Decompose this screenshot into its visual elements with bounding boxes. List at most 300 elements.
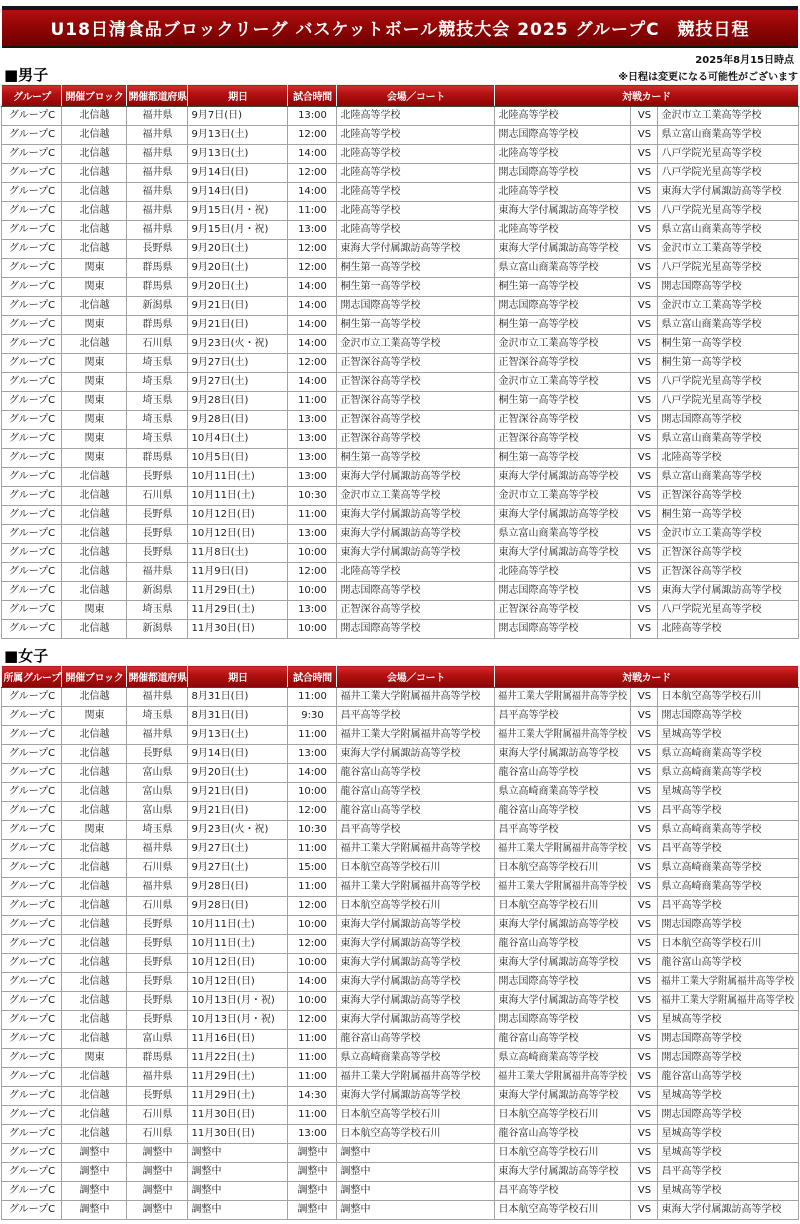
cell-block: 調整中 [62,1182,127,1201]
col-header-time: 試合時間 [288,666,337,688]
cell-prefecture: 長野県 [127,916,188,935]
cell-group: グループC [2,707,62,726]
cell-date: 9月15日(月・祝) [188,221,288,240]
cell-home-team: 龍谷富山高等学校 [495,802,631,821]
cell-prefecture: 埼玉県 [127,821,188,840]
cell-group: グループC [2,992,62,1011]
cell-venue: 北陸高等学校 [337,107,495,126]
cell-home-team: 開志国際高等学校 [495,126,631,145]
cell-vs-label: VS [631,783,658,802]
schedule-row [2,1068,798,1087]
cell-time: 10:00 [288,620,337,639]
schedule-row [2,563,798,582]
cell-time: 13:00 [288,601,337,620]
cell-vs-label: VS [631,745,658,764]
cell-home-team: 東海大学付属諏訪高等学校 [495,745,631,764]
cell-home-team: 桐生第一高等学校 [495,392,631,411]
cell-vs-label: VS [631,1106,658,1125]
cell-block: 北信越 [62,802,127,821]
cell-home-team: 開志国際高等学校 [495,973,631,992]
cell-group: グループC [2,840,62,859]
cell-block: 関東 [62,821,127,840]
cell-prefecture: 福井県 [127,145,188,164]
cell-date: 8月31日(日) [188,688,288,707]
cell-home-team: 金沢市立工業高等学校 [495,487,631,506]
col-header-date: 期日 [188,666,288,688]
cell-away-team: 金沢市立工業高等学校 [658,107,798,126]
cell-block: 関東 [62,278,127,297]
cell-date: 9月28日(日) [188,878,288,897]
cell-away-team: 県立高崎商業高等学校 [658,745,798,764]
cell-date: 10月11日(土) [188,935,288,954]
cell-group: グループC [2,449,62,468]
schedule-row [2,278,798,297]
schedule-row [2,487,798,506]
col-header-group: グループ [2,85,62,107]
cell-time: 12:00 [288,259,337,278]
schedule-row [2,601,798,620]
cell-date: 10月11日(土) [188,487,288,506]
cell-group: グループC [2,1163,62,1182]
cell-vs-label: VS [631,1087,658,1106]
col-header-date: 期日 [188,85,288,107]
cell-home-team: 龍谷富山高等学校 [495,935,631,954]
cell-date: 9月20日(土) [188,259,288,278]
cell-away-team: 八戸学院光星高等学校 [658,202,798,221]
cell-block: 北信越 [62,954,127,973]
cell-vs-label: VS [631,1068,658,1087]
cell-home-team: 龍谷富山高等学校 [495,764,631,783]
schedule-row [2,1011,798,1030]
cell-group: グループC [2,430,62,449]
cell-home-team: 開志国際高等学校 [495,297,631,316]
cell-away-team: 八戸学院光星高等学校 [658,373,798,392]
cell-prefecture: 福井県 [127,878,188,897]
cell-vs-label: VS [631,582,658,601]
cell-block: 北信越 [62,297,127,316]
cell-vs-label: VS [631,954,658,973]
cell-block: 関東 [62,411,127,430]
cell-vs-label: VS [631,487,658,506]
schedule-row [2,878,798,897]
cell-prefecture: 埼玉県 [127,392,188,411]
cell-date: 10月12日(日) [188,973,288,992]
cell-group: グループC [2,164,62,183]
cell-vs-label: VS [631,897,658,916]
cell-group: グループC [2,582,62,601]
cell-away-team: 星城高等学校 [658,783,798,802]
cell-time: 9:30 [288,707,337,726]
cell-block: 北信越 [62,859,127,878]
cell-time: 15:00 [288,859,337,878]
cell-block: 北信越 [62,1125,127,1144]
cell-venue: 金沢市立工業高等学校 [337,335,495,354]
cell-time: 13:00 [288,411,337,430]
cell-venue: 東海大学付属諏訪高等学校 [337,468,495,487]
cell-group: グループC [2,316,62,335]
schedule-row [2,973,798,992]
cell-away-team: 東海大学付属諏訪高等学校 [658,183,798,202]
cell-block: 関東 [62,392,127,411]
cell-venue: 桐生第一高等学校 [337,259,495,278]
cell-time: 11:00 [288,1068,337,1087]
cell-time: 12:00 [288,802,337,821]
cell-block: 北信越 [62,544,127,563]
cell-away-team: 県立富山商業高等学校 [658,316,798,335]
cell-time: 調整中 [288,1144,337,1163]
cell-block: 調整中 [62,1163,127,1182]
cell-prefecture: 長野県 [127,1087,188,1106]
cell-away-team: 開志国際高等学校 [658,707,798,726]
cell-date: 10月12日(日) [188,506,288,525]
cell-home-team: 北陸高等学校 [495,221,631,240]
cell-venue: 北陸高等学校 [337,202,495,221]
page-title: U18日清食品ブロックリーグ バスケットボール競技大会 2025 グループC 競技日程 [2,6,798,48]
cell-home-team: 開志国際高等学校 [495,1011,631,1030]
cell-group: グループC [2,1068,62,1087]
cell-block: 北信越 [62,468,127,487]
cell-venue: 正智深谷高等学校 [337,373,495,392]
cell-date: 10月4日(土) [188,430,288,449]
cell-time: 14:30 [288,1087,337,1106]
cell-vs-label: VS [631,411,658,430]
cell-group: グループC [2,354,62,373]
cell-date: 10月12日(日) [188,525,288,544]
cell-group: グループC [2,954,62,973]
cell-prefecture: 埼玉県 [127,354,188,373]
cell-home-team: 開志国際高等学校 [495,164,631,183]
cell-group: グループC [2,145,62,164]
cell-prefecture: 埼玉県 [127,707,188,726]
cell-away-team: 星城高等学校 [658,1182,798,1201]
cell-date: 9月28日(日) [188,392,288,411]
cell-venue: 龍谷富山高等学校 [337,783,495,802]
cell-prefecture: 福井県 [127,726,188,745]
schedule-row [2,1030,798,1049]
cell-venue: 福井工業大学附属福井高等学校 [337,726,495,745]
schedule-row [2,1087,798,1106]
cell-date: 10月11日(土) [188,468,288,487]
cell-vs-label: VS [631,335,658,354]
cell-block: 北信越 [62,335,127,354]
cell-block: 北信越 [62,840,127,859]
cell-venue: 北陸高等学校 [337,183,495,202]
cell-home-team: 金沢市立工業高等学校 [495,373,631,392]
cell-vs-label: VS [631,525,658,544]
cell-home-team: 東海大学付属諏訪高等学校 [495,202,631,221]
cell-date: 9月27日(土) [188,354,288,373]
cell-venue: 正智深谷高等学校 [337,354,495,373]
cell-venue: 東海大学付属諏訪高等学校 [337,935,495,954]
cell-date: 9月28日(日) [188,897,288,916]
cell-block: 北信越 [62,878,127,897]
cell-venue: 正智深谷高等学校 [337,411,495,430]
cell-home-team: 東海大学付属諏訪高等学校 [495,506,631,525]
cell-date: 11月29日(土) [188,601,288,620]
schedule-row [2,297,798,316]
cell-venue: 日本航空高等学校石川 [337,859,495,878]
cell-date: 10月12日(日) [188,954,288,973]
cell-date: 9月27日(土) [188,840,288,859]
cell-group: グループC [2,1087,62,1106]
cell-home-team: 東海大学付属諏訪高等学校 [495,916,631,935]
cell-away-team: 福井工業大学附属福井高等学校 [658,973,798,992]
cell-prefecture: 石川県 [127,897,188,916]
cell-block: 関東 [62,430,127,449]
cell-time: 13:00 [288,1125,337,1144]
cell-block: 北信越 [62,221,127,240]
schedule-disclaimer: ※日程は変更になる可能性がございます [618,72,798,83]
cell-vs-label: VS [631,1011,658,1030]
cell-prefecture: 長野県 [127,240,188,259]
cell-venue: 東海大学付属諏訪高等学校 [337,240,495,259]
cell-date: 11月16日(日) [188,1030,288,1049]
cell-date: 9月21日(日) [188,802,288,821]
schedule-row [2,1125,798,1144]
col-header-prefecture: 開催都道府県 [127,85,188,107]
cell-away-team: 開志国際高等学校 [658,278,798,297]
cell-away-team: 県立富山商業高等学校 [658,221,798,240]
cell-vs-label: VS [631,544,658,563]
cell-venue: 日本航空高等学校石川 [337,1106,495,1125]
cell-group: グループC [2,373,62,392]
as-of-date: 2025年8月15日時点 [695,55,794,66]
cell-venue: 東海大学付属諏訪高等学校 [337,544,495,563]
cell-date: 9月15日(月・祝) [188,202,288,221]
cell-home-team: 正智深谷高等学校 [495,430,631,449]
cell-time: 11:00 [288,392,337,411]
cell-time: 10:00 [288,544,337,563]
col-header-block: 開催ブロック [62,85,127,107]
cell-venue: 北陸高等学校 [337,126,495,145]
cell-time: 10:00 [288,582,337,601]
cell-time: 11:00 [288,840,337,859]
cell-time: 調整中 [288,1163,337,1182]
cell-away-team: 開志国際高等学校 [658,1049,798,1068]
cell-block: 北信越 [62,126,127,145]
cell-date: 11月29日(土) [188,1087,288,1106]
cell-venue: 開志国際高等学校 [337,297,495,316]
cell-vs-label: VS [631,1030,658,1049]
cell-group: グループC [2,745,62,764]
cell-group: グループC [2,1049,62,1068]
cell-venue: 東海大学付属諏訪高等学校 [337,525,495,544]
cell-block: 北信越 [62,1087,127,1106]
cell-away-team: 金沢市立工業高等学校 [658,240,798,259]
cell-prefecture: 長野県 [127,973,188,992]
cell-date: 11月8日(土) [188,544,288,563]
cell-time: 12:00 [288,126,337,145]
cell-home-team: 県立高崎商業高等学校 [495,1049,631,1068]
cell-group: グループC [2,1144,62,1163]
cell-home-team: 日本航空高等学校石川 [495,1201,631,1220]
cell-time: 11:00 [288,1049,337,1068]
cell-vs-label: VS [631,506,658,525]
cell-date: 10月13日(月・祝) [188,992,288,1011]
cell-time: 12:00 [288,935,337,954]
cell-home-team: 東海大学付属諏訪高等学校 [495,240,631,259]
col-header-matchup: 対戦カード [495,85,798,107]
cell-prefecture: 富山県 [127,802,188,821]
schedule-row [2,1106,798,1125]
cell-time: 11:00 [288,726,337,745]
cell-away-team: 福井工業大学附属福井高等学校 [658,992,798,1011]
women-header-row [2,666,798,688]
cell-vs-label: VS [631,183,658,202]
cell-block: 北信越 [62,726,127,745]
cell-home-team: 開志国際高等学校 [495,582,631,601]
cell-vs-label: VS [631,764,658,783]
cell-vs-label: VS [631,916,658,935]
cell-prefecture: 埼玉県 [127,373,188,392]
cell-block: 北信越 [62,164,127,183]
women-section-head [0,647,800,665]
cell-block: 北信越 [62,764,127,783]
schedule-row [2,764,798,783]
cell-venue: 昌平高等学校 [337,821,495,840]
cell-home-team: 福井工業大学附属福井高等学校 [495,688,631,707]
cell-block: 関東 [62,259,127,278]
cell-away-team: 県立富山商業高等学校 [658,468,798,487]
cell-away-team: 八戸学院光星高等学校 [658,601,798,620]
cell-prefecture: 石川県 [127,335,188,354]
cell-group: グループC [2,487,62,506]
cell-vs-label: VS [631,297,658,316]
cell-away-team: 県立富山商業高等学校 [658,430,798,449]
cell-venue: 正智深谷高等学校 [337,601,495,620]
cell-time: 14:00 [288,183,337,202]
cell-group: グループC [2,688,62,707]
cell-group: グループC [2,297,62,316]
schedule-row [2,1049,798,1068]
cell-venue: 東海大学付属諏訪高等学校 [337,506,495,525]
cell-group: グループC [2,1201,62,1220]
cell-group: グループC [2,859,62,878]
cell-block: 北信越 [62,688,127,707]
cell-prefecture: 長野県 [127,544,188,563]
cell-group: グループC [2,563,62,582]
cell-venue: 日本航空高等学校石川 [337,897,495,916]
cell-home-team: 日本航空高等学校石川 [495,1144,631,1163]
schedule-row [2,259,798,278]
schedule-row [2,164,798,183]
cell-home-team: 福井工業大学附属福井高等学校 [495,878,631,897]
cell-date: 9月13日(土) [188,145,288,164]
cell-vs-label: VS [631,601,658,620]
cell-venue: 開志国際高等学校 [337,620,495,639]
cell-date: 11月29日(土) [188,582,288,601]
cell-time: 10:00 [288,916,337,935]
cell-vs-label: VS [631,1182,658,1201]
cell-block: 北信越 [62,1030,127,1049]
cell-vs-label: VS [631,1163,658,1182]
cell-prefecture: 調整中 [127,1163,188,1182]
cell-prefecture: 福井県 [127,183,188,202]
schedule-row [2,240,798,259]
cell-date: 11月29日(土) [188,1068,288,1087]
schedule-row [2,897,798,916]
cell-prefecture: 長野県 [127,506,188,525]
cell-vs-label: VS [631,992,658,1011]
cell-vs-label: VS [631,1201,658,1220]
cell-time: 12:00 [288,1011,337,1030]
schedule-row [2,316,798,335]
cell-prefecture: 群馬県 [127,259,188,278]
cell-group: グループC [2,240,62,259]
cell-away-team: 県立高崎商業高等学校 [658,859,798,878]
col-header-matchup: 対戦カード [495,666,798,688]
cell-block: 北信越 [62,487,127,506]
cell-prefecture: 長野県 [127,525,188,544]
cell-time: 14:00 [288,297,337,316]
cell-vs-label: VS [631,278,658,297]
cell-prefecture: 長野県 [127,745,188,764]
cell-time: 10:30 [288,487,337,506]
cell-venue: 龍谷富山高等学校 [337,1030,495,1049]
cell-venue: 福井工業大学附属福井高等学校 [337,878,495,897]
schedule-row [2,183,798,202]
cell-vs-label: VS [631,259,658,278]
cell-date: 11月30日(日) [188,1106,288,1125]
cell-group: グループC [2,126,62,145]
cell-date: 11月30日(日) [188,1125,288,1144]
cell-group: グループC [2,278,62,297]
cell-date: 9月20日(土) [188,764,288,783]
cell-away-team: 昌平高等学校 [658,840,798,859]
cell-time: 10:30 [288,821,337,840]
schedule-row [2,992,798,1011]
cell-group: グループC [2,802,62,821]
cell-date: 10月5日(日) [188,449,288,468]
cell-away-team: 龍谷富山高等学校 [658,954,798,973]
cell-block: 関東 [62,601,127,620]
cell-vs-label: VS [631,392,658,411]
cell-away-team: 県立富山商業高等学校 [658,126,798,145]
cell-prefecture: 福井県 [127,1068,188,1087]
cell-time: 14:00 [288,373,337,392]
cell-block: 関東 [62,707,127,726]
cell-group: グループC [2,783,62,802]
cell-away-team: 八戸学院光星高等学校 [658,392,798,411]
cell-prefecture: 福井県 [127,107,188,126]
cell-prefecture: 長野県 [127,1011,188,1030]
cell-away-team: 金沢市立工業高等学校 [658,525,798,544]
schedule-row [2,525,798,544]
cell-away-team: 昌平高等学校 [658,802,798,821]
cell-group: グループC [2,335,62,354]
cell-time: 13:00 [288,449,337,468]
cell-home-team: 福井工業大学附属福井高等学校 [495,726,631,745]
cell-prefecture: 群馬県 [127,1049,188,1068]
cell-block: 北信越 [62,897,127,916]
cell-time: 14:00 [288,764,337,783]
cell-prefecture: 群馬県 [127,278,188,297]
schedule-row [2,468,798,487]
schedule-row [2,935,798,954]
cell-vs-label: VS [631,563,658,582]
cell-home-team: 正智深谷高等学校 [495,601,631,620]
cell-away-team: 日本航空高等学校石川 [658,935,798,954]
cell-prefecture: 群馬県 [127,316,188,335]
cell-vs-label: VS [631,688,658,707]
cell-away-team: 昌平高等学校 [658,897,798,916]
cell-prefecture: 福井県 [127,840,188,859]
cell-block: 関東 [62,1049,127,1068]
cell-group: グループC [2,202,62,221]
cell-group: グループC [2,821,62,840]
cell-away-team: 東海大学付属諏訪高等学校 [658,1201,798,1220]
cell-venue: 調整中 [337,1201,495,1220]
